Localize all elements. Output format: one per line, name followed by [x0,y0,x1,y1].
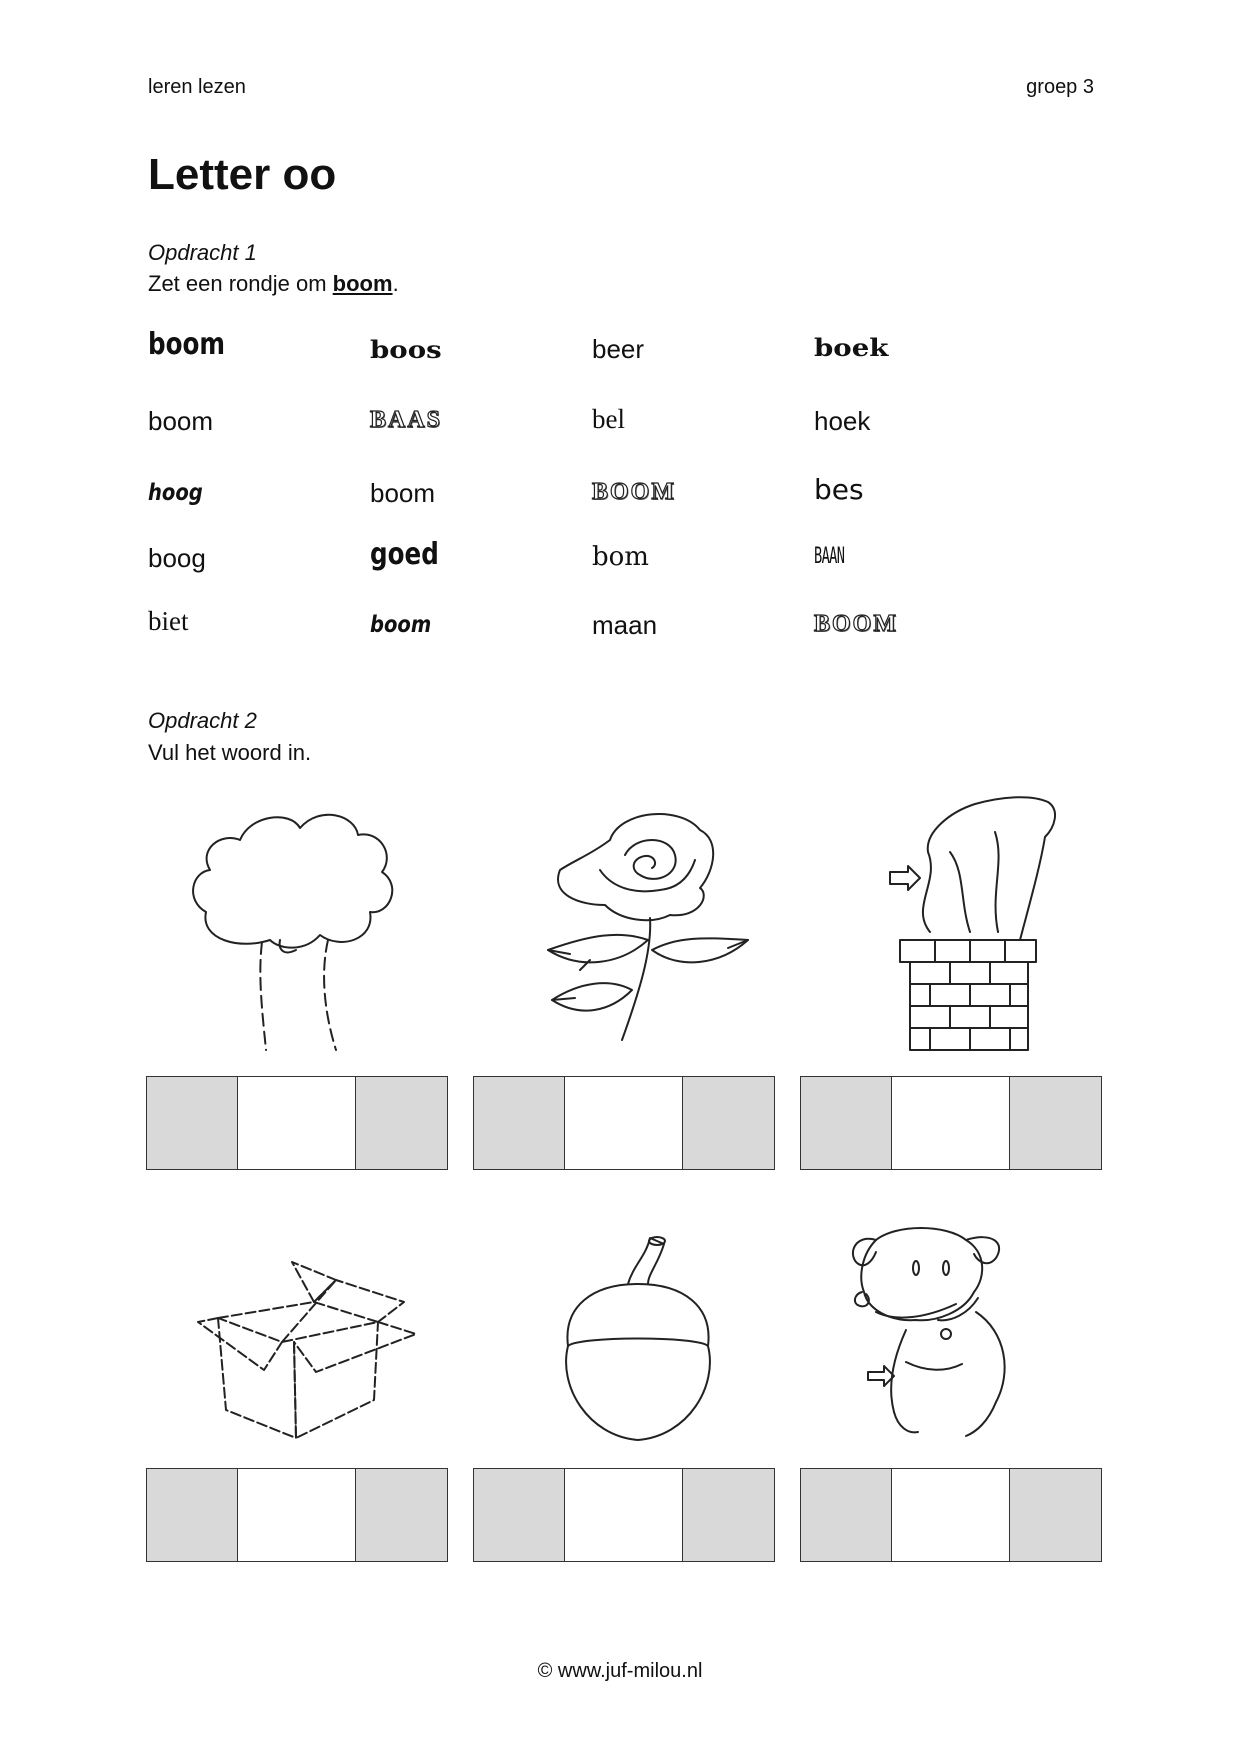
answer-cell-input[interactable] [238,1077,356,1169]
answer-cell-grey [683,1077,774,1169]
dog-icon [846,1222,1036,1448]
answer-cell-grey [474,1077,565,1169]
answer-cell-input[interactable] [565,1077,683,1169]
word-r4-c3[interactable]: BOOM [814,611,898,637]
answer-cell-grey [474,1469,565,1561]
word-r1-c1[interactable]: BAAS [370,407,443,433]
answer-cell-grey [147,1469,238,1561]
word-r2-c1[interactable]: boom [370,478,436,508]
word-r1-c3[interactable]: hoek [814,406,871,436]
word-r2-c0[interactable]: hoog [148,480,203,506]
answer-cell-grey [356,1469,447,1561]
word-r4-c2[interactable]: maan [592,610,658,640]
answer-boxes-1 [146,1076,448,1170]
word-r1-c2[interactable]: bel [592,404,625,434]
answer-boxes-6 [800,1468,1102,1562]
answer-cell-grey [147,1077,238,1169]
answer-cell-input[interactable] [892,1077,1010,1169]
word-r1-c0[interactable]: boom [148,406,214,436]
answer-cell-input[interactable] [565,1469,683,1561]
task2-label: Opdracht 2 [148,708,257,733]
task1-target-word: boom [332,271,393,296]
answer-boxes-2 [473,1076,775,1170]
acorn-icon [548,1236,728,1446]
task2-instruction: Vul het woord in. [148,740,312,765]
answer-boxes-4 [146,1468,448,1562]
word-r0-c2[interactable]: beer [592,334,645,364]
word-r4-c1[interactable]: boom [370,612,432,638]
word-r3-c2[interactable]: bom [592,542,649,572]
box-icon [196,1260,426,1440]
word-r4-c0[interactable]: biet [148,606,189,636]
answer-cell-grey [1010,1469,1101,1561]
word-r3-c3[interactable]: BAAN [814,544,845,569]
word-grid [148,318,1048,668]
task1-text-before: Zet een rondje om [148,271,333,296]
task1-text-after: . [392,271,399,296]
answer-cell-input[interactable] [238,1469,356,1561]
task1-instruction [148,271,399,297]
header-left: leren lezen [148,76,246,98]
footer-credit: © www.juf-milou.nl [537,1660,703,1682]
word-r2-c2[interactable]: BOOM [592,479,676,505]
word-r0-c1[interactable]: boos [370,335,442,364]
word-r3-c1[interactable]: goed [370,537,439,572]
word-r2-c3[interactable]: bes [814,473,864,506]
task1-label: Opdracht 1 [148,240,257,265]
answer-cell-input[interactable] [892,1469,1010,1561]
page-title: Letter oo [148,150,337,199]
answer-cell-grey [801,1077,892,1169]
chimney-smoke-icon [880,792,1070,1052]
answer-cell-grey [1010,1077,1101,1169]
tree-icon [180,800,420,1052]
word-r3-c0[interactable]: boog [148,543,206,573]
header-right: groep 3 [1026,76,1094,98]
answer-boxes-5 [473,1468,775,1562]
answer-cell-grey [801,1469,892,1561]
answer-cell-grey [356,1077,447,1169]
answer-boxes-3 [800,1076,1102,1170]
rose-icon [540,800,760,1052]
answer-cell-grey [683,1469,774,1561]
word-r0-c0[interactable]: boom [148,327,226,362]
word-r0-c3[interactable]: boek [814,333,889,362]
